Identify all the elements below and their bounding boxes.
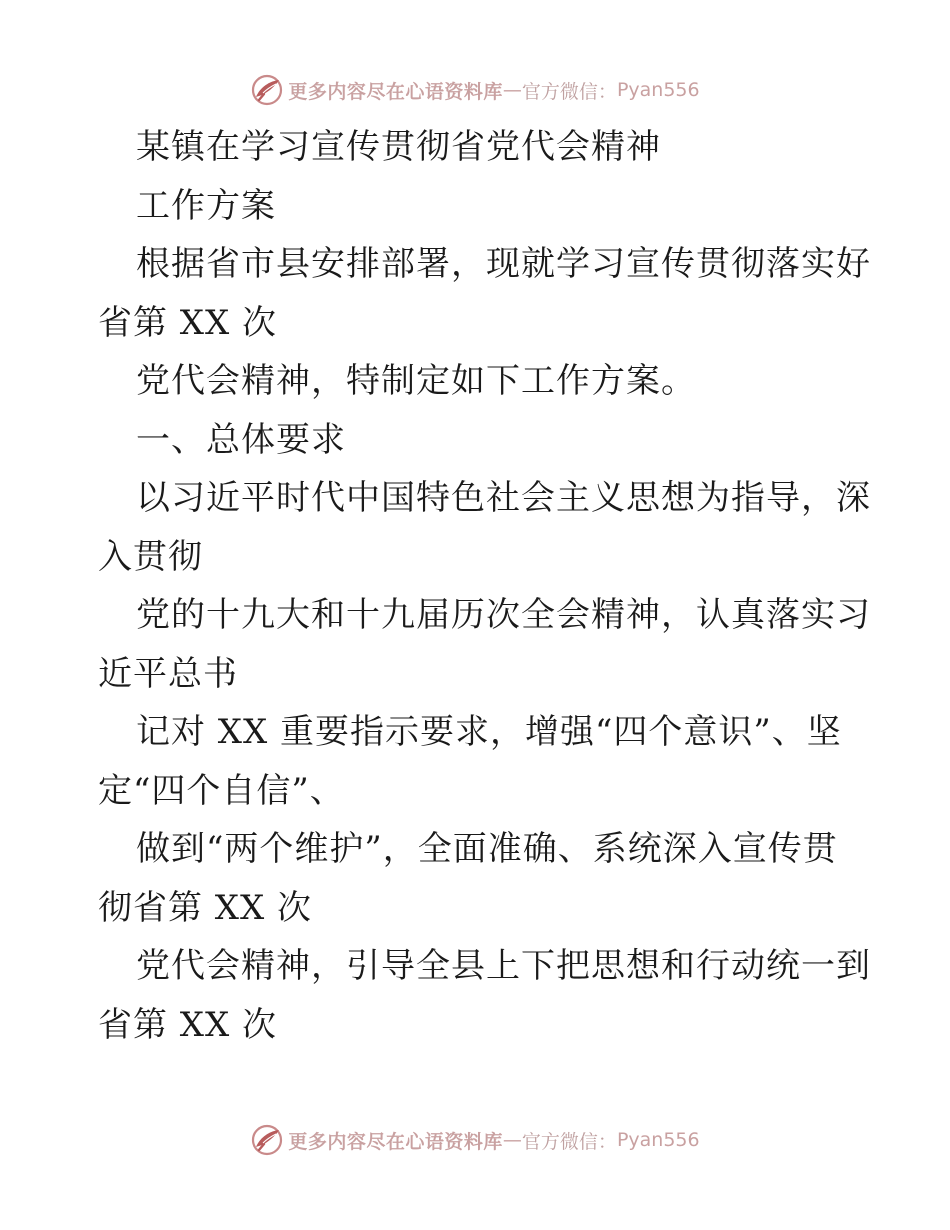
watermark-wechat-label: 官方微信： — [521, 80, 617, 103]
document-line: 一、总体要求 — [136, 419, 346, 460]
pen-logo-icon — [250, 1123, 284, 1157]
document-line: 近平总书 — [98, 653, 238, 694]
pen-logo-icon — [250, 73, 284, 107]
header-watermark-inner — [250, 73, 699, 107]
document-line: 某镇在学习宣传贯彻省党代会精神 — [136, 127, 661, 167]
document-body — [98, 118, 871, 1054]
document-line: 根据省市县安排部署，现就学习宣传贯彻落实好 — [136, 244, 871, 284]
document-line: 彻省第 XX 次 — [98, 887, 313, 928]
header-watermark — [0, 68, 950, 112]
watermark-dash: — — [502, 79, 522, 101]
document-line: 入贯彻 — [98, 536, 203, 577]
document-line: 省第 XX 次 — [98, 1004, 278, 1045]
watermark-wechat-label: 官方微信： — [521, 1130, 617, 1153]
watermark-wechat-id: Pyan556 — [616, 1129, 700, 1151]
document-line: 省第 XX 次 — [98, 302, 278, 343]
document-line: 党代会精神，引导全县上下把思想和行动统一到 — [136, 946, 871, 986]
document-line: 以习近平时代中国特色社会主义思想为指导，深 — [136, 478, 871, 518]
watermark-dash: — — [502, 1129, 522, 1151]
document-line: 工作方案 — [136, 185, 276, 226]
watermark-wechat-id: Pyan556 — [616, 79, 700, 101]
footer-watermark-inner — [250, 1123, 699, 1157]
document-line: 做到“两个维护”，全面准确、系统深入宣传贯 — [136, 829, 838, 869]
document-line: 定“四个自信”、 — [98, 770, 345, 811]
document-line: 党的十九大和十九届历次全会精神，认真落实习 — [136, 595, 871, 635]
watermark-text: 更多内容尽在心语资料库 — [288, 80, 503, 103]
footer-watermark — [0, 1118, 950, 1162]
watermark-text: 更多内容尽在心语资料库 — [288, 1130, 503, 1153]
document-line: 记对 XX 重要指示要求，增强“四个意识”、坚 — [136, 712, 842, 752]
document-line: 党代会精神，特制定如下工作方案。 — [136, 361, 696, 401]
